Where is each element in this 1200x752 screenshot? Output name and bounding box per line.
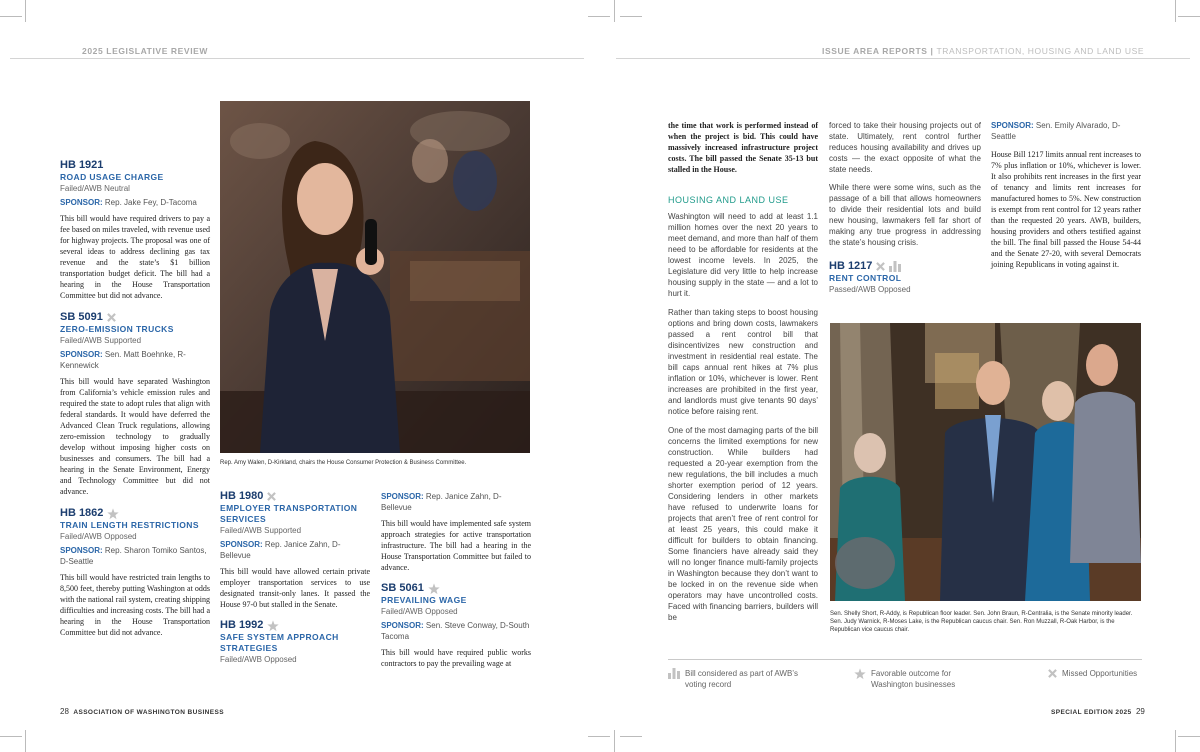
crop-mark [25,0,26,22]
rent-control-column [991,120,1141,270]
bill-status: Failed/AWB Neutral [60,184,130,193]
housing-paragraph: One of the most damaging parts of the bill concerns the limited exemptions for new construction. While builders had requested a 20-year exemption from the new regulations, the bill includes a much shorter exemption period of 12 years. Considering lenders in other markets have refused to underwrite loans for projects that aren’t free of rent control for at least 25 years, this could make it difficult for builders to obtain financing. Some financiers have already said they will no longer finance multi-family projects in Washington because they don’t want to be locked in on the revenue side when operators may have uncontrolled costs. Faced with financing barriers, builders will be [668,426,818,622]
bill-title: ROAD USAGE CHARGE [60,172,164,182]
crop-mark [0,16,22,17]
photo-illustration [220,101,530,453]
bill-body: This bill would have implemented safe system approach strategies for active transportation infrastructure. The bill had a hearing in the House Transportation Committee but failed to advance. [381,519,531,572]
running-header-section: ISSUE AREA REPORTS [822,46,928,56]
bill-entry [829,260,981,295]
running-header-topic: TRANSPORTATION, HOUSING AND LAND USE [936,46,1145,56]
legend-item-favorable [854,668,984,690]
edition-name: SPECIAL EDITION 2025 [1051,709,1132,716]
housing-paragraph: While there were some wins, such as the passage of a bill that allows homeowners to divide their residential lots and build new housing, lawmakers fell far short of making any true progress in addressing the state’s housing crisis. [829,183,981,247]
x-icon [876,262,885,271]
crop-mark [620,16,642,17]
legend-label: Favorable outcome for Washington businesses [871,669,956,689]
bill-status: Passed/AWB Opposed [829,285,911,294]
star-icon [428,583,440,595]
bill-status: Failed/AWB Supported [60,336,142,345]
crop-mark [1178,736,1200,737]
crop-mark [588,736,610,737]
bill-title: ZERO-EMISSION TRUCKS [60,324,174,334]
bill-entry [220,490,370,610]
bill-sponsor: SPONSOR: Sen. Emily Alvarado, D-Seattle [991,121,1121,141]
bill-title: SAFE SYSTEM APPROACH STRATEGIES [220,632,339,653]
bill-number: SB 5091 [60,311,210,324]
bill-status: Failed/AWB Opposed [381,607,458,616]
bill-entry [60,311,210,497]
bill-number: HB 1862 [60,507,210,520]
bill-column-right [381,491,531,669]
bill-sponsor: SPONSOR: Rep. Janice Zahn, D-Bellevue [220,540,341,560]
housing-paragraph: forced to take their housing projects out of state. Ultimately, rent control further reduces housing availability and drives up costs — the exact opposite of what the state needs. [829,121,981,174]
left-column [60,159,210,638]
bill-entry [220,619,370,665]
legend-item-missed [1048,668,1148,679]
crop-mark [1178,16,1200,17]
bill-number: HB 1992 [220,619,370,632]
header-rule-left [10,58,584,59]
bill-number: HB 1921 [60,159,104,171]
bill-body: This bill would have required public works contractors to pay the prevailing wage at [381,648,531,668]
legend-item-vote [668,668,808,690]
crop-mark [614,0,615,22]
bill-status: Failed/AWB Opposed [220,655,297,664]
bill-title: RENT CONTROL [829,273,902,283]
crop-mark [614,730,615,752]
crop-mark [588,16,610,17]
legend-label: Missed Opportunities [1062,669,1138,678]
bill-number: SB 5061 [381,582,531,595]
star-icon [107,508,119,520]
bill-number: HB 1980 [220,490,370,503]
photo-caption: Sen. Shelly Short, R-Addy, is Republican floor leader. Sen. John Braun, R-Centralia, is the Senate minority leader. Sen. Judy Warnick, R-Moses Lake, is the Republican caucus chair. Sen. Ron Muzzall, R-Oak Harbor, is the Republican vice caucus chair. [830,611,1133,633]
photo-caption: Rep. Amy Walen, D-Kirkland, chairs the House Consumer Protection & Business Committee. [220,460,467,466]
x-icon [267,492,276,501]
x-icon [107,313,116,322]
housing-paragraph: Rather than taking steps to boost housing options and bring down costs, lawmakers passed a rent control bill that disincentivizes new construction and investment in residential real estate. The bill caps annual rent hikes at 7% plus inflation or 10%, whichever is lower. Rent increases are prohibited in the first year, and landlords must give tenants 90 days’ notice before raising rent. [668,308,818,416]
crop-mark [1175,730,1176,752]
bill-body: This bill would have allowed certain private employer transportation services to use designated transit-only lanes. It passed the House 97-0 but stalled in the Senate. [220,567,370,609]
bill-title: EMPLOYER TRANSPORTATION SERVICES [220,503,358,524]
housing-paragraph: Washington will need to add at least 1.1 million homes over the next 20 years to meet demand, and more than half of them need to be affordable for residents at the lowest income levels. In 2025, the Legislature did very little to help increase housing supply in the state — and a lot to hurt it. [668,212,818,298]
bill-body: House Bill 1217 limits annual rent increases to 7% plus inflation or 10%, whichever is lower. It also prohibits rent increases in the first year of tenancy and limits rent increases for manufactured homes to 5%. New construction is exempt from rent control for 12 years rather than the requested 20 years. AWB, builders, housing providers and others testified against the bill. The final bill passed the House 54-44 and the Senate 27-20, with several Democrats joining Republicans in voting against it. [991,150,1141,269]
folio-left [60,707,224,716]
legend-label: Bill considered as part of AWB’s voting record [685,669,798,689]
bill-title: PREVAILING WAGE [381,595,467,605]
page-number: 28 [60,707,69,716]
page-number: 29 [1135,707,1145,716]
bill-number: HB 1217 [829,260,981,273]
bill-sponsor: SPONSOR: Rep. Janice Zahn, D-Bellevue [381,492,502,512]
running-header-separator: | [930,46,934,56]
photo-senate-leaders [830,323,1141,601]
bill-body: This bill would have restricted train lengths to 8,500 feet, thereby putting Washington at odds with the national rail system, creating shipping difficulties and increasing costs. The bill had a hearing in the House Transportation Committee but did not advance. [60,573,210,637]
housing-column-2 [829,120,981,295]
bill-column-middle [220,490,370,665]
crop-mark [0,736,22,737]
bar-chart-icon [889,261,901,272]
bill-entry [381,582,531,669]
folio-right [1051,707,1145,716]
bill-sponsor: SPONSOR: Sen. Matt Boehnke, R-Kennewick [60,350,186,370]
bill-entry [60,159,210,301]
bill-sponsor: SPONSOR: Rep. Jake Fey, D-Tacoma [60,198,197,207]
photo-illustration [830,323,1141,601]
bill-entry [60,507,210,638]
bill-status: Failed/AWB Supported [220,526,302,535]
housing-column-1 [668,120,818,623]
bill-status: Failed/AWB Opposed [60,532,137,541]
running-header-right [822,46,1144,56]
x-icon [1048,669,1057,678]
crop-mark [1175,0,1176,22]
bill-sponsor: SPONSOR: Rep. Sharon Tomiko Santos, D-Seattle [60,546,207,566]
bill-body: This bill would have required drivers to pay a fee based on miles traveled, with revenue used for highway projects. The proposal was one of several ideas to address declining gas tax revenue and the state’s $1 billion transportation budget deficit. The bill had a hearing in the House Transportation Committee but did not advance. [60,214,210,300]
star-icon [267,620,279,632]
bill-sponsor: SPONSOR: Sen. Steve Conway, D-South Tacoma [381,621,530,641]
bill-body: This bill would have separated Washington from California’s vehicle emission rules and required the state to adopt rules that align with federal standards. It would have deferred the Advanced Clean Truck regulations, allowing zero-emission technology to gradually develop without imposing higher costs on businesses and consumers. The bill had a hearing in the Senate Environment, Energy and Technology Committee but did not advance. [60,377,210,496]
sb5061-continued: the time that work is performed instead of when the project is bid. This could have massively increased infrastructure project costs. The bill passed the Senate 35-13 but stalled in the House. [668,121,818,174]
crop-mark [25,730,26,752]
running-header-left: 2025 LEGISLATIVE REVIEW [82,46,209,56]
icon-legend [668,659,1142,689]
star-icon [854,668,866,680]
bill-title: TRAIN LENGTH RESTRICTIONS [60,520,199,530]
crop-mark [620,736,642,737]
bar-chart-icon [668,668,680,679]
publication-name: ASSOCIATION OF WASHINGTON BUSINESS [73,709,224,716]
photo-amy-walen [220,101,530,453]
section-heading-housing: HOUSING AND LAND USE [668,195,789,205]
header-rule-right [616,58,1190,59]
